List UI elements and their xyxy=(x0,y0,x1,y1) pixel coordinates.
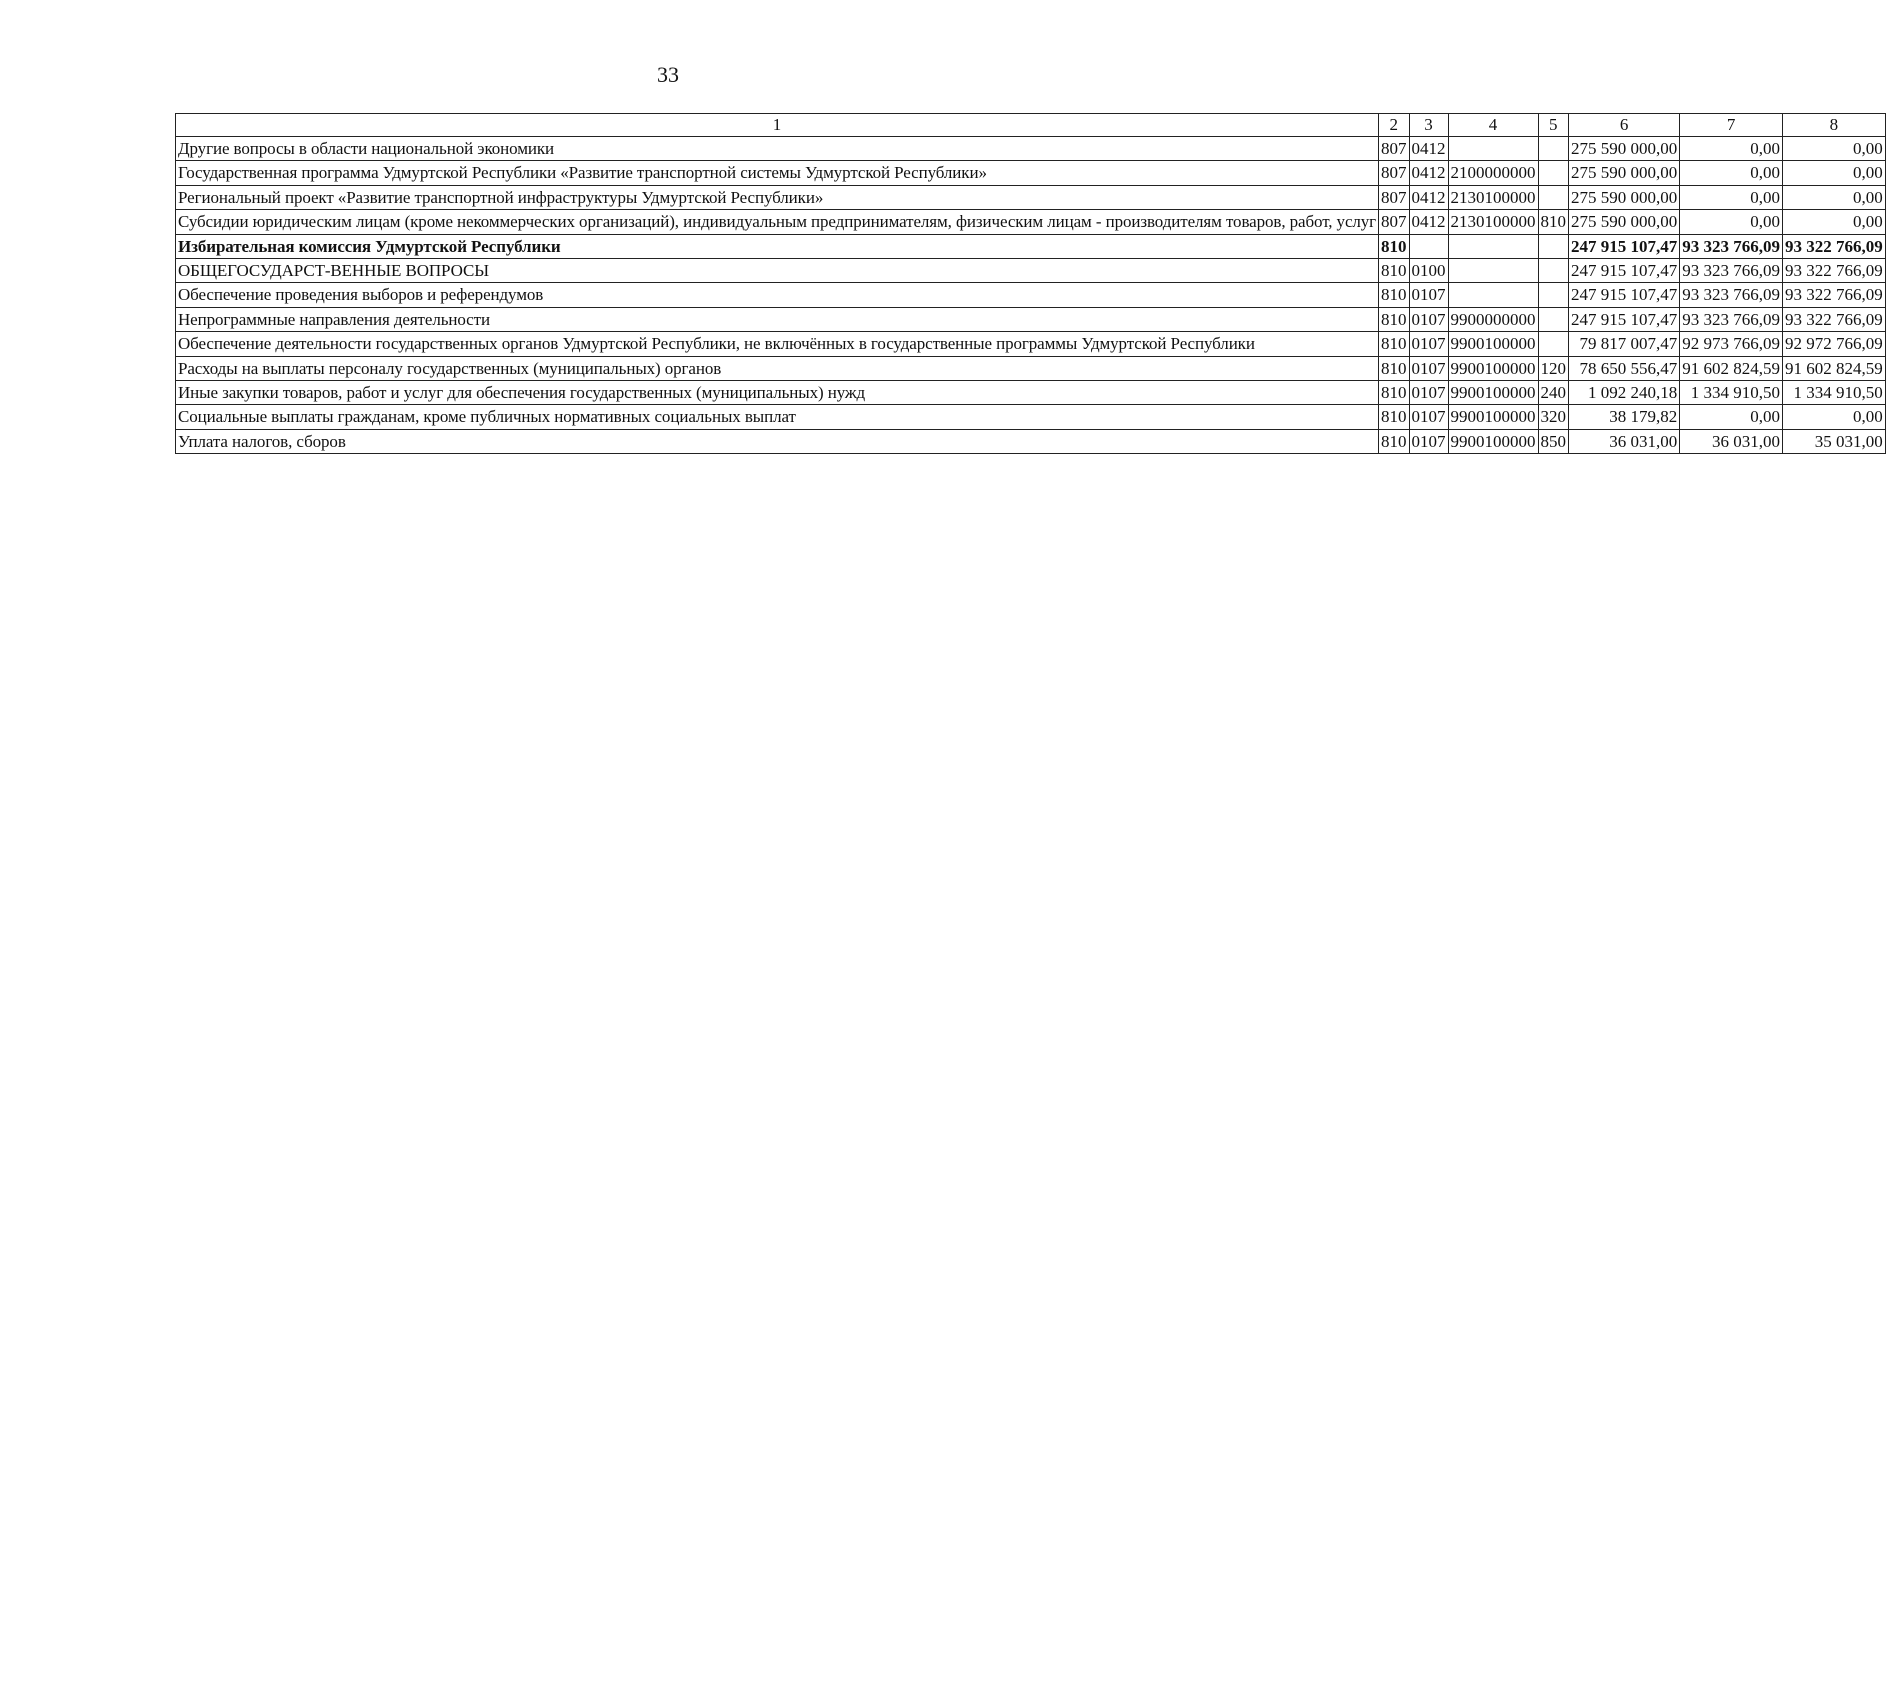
amount-col6-cell: 247 915 107,47 xyxy=(1569,283,1680,307)
target-article-cell: 9900100000 xyxy=(1448,381,1538,405)
amount-col6-cell: 275 590 000,00 xyxy=(1569,210,1680,234)
amount-col7-cell: 0,00 xyxy=(1680,185,1783,209)
row-name-cell: Уплата налогов, сборов xyxy=(176,429,1379,453)
expense-type-cell xyxy=(1538,185,1569,209)
amount-col6-cell: 79 817 007,47 xyxy=(1569,332,1680,356)
column-number-header xyxy=(176,114,1886,137)
expense-type-cell xyxy=(1538,259,1569,283)
target-article-cell: 9900100000 xyxy=(1448,405,1538,429)
amount-col7-cell: 93 323 766,09 xyxy=(1680,234,1783,258)
table-row xyxy=(176,429,1886,453)
section-code-cell: 0412 xyxy=(1409,210,1448,234)
section-code-cell: 0412 xyxy=(1409,185,1448,209)
section-code-cell: 0107 xyxy=(1409,307,1448,331)
table-row xyxy=(176,185,1886,209)
table-row xyxy=(176,405,1886,429)
expense-type-cell xyxy=(1538,283,1569,307)
target-article-cell xyxy=(1448,234,1538,258)
amount-col6-cell: 36 031,00 xyxy=(1569,429,1680,453)
amount-col8-cell: 91 602 824,59 xyxy=(1783,356,1886,380)
column-header: 8 xyxy=(1783,114,1886,137)
amount-col8-cell: 0,00 xyxy=(1783,185,1886,209)
amount-col6-cell: 1 092 240,18 xyxy=(1569,381,1680,405)
target-article-cell: 9900100000 xyxy=(1448,332,1538,356)
amount-col7-cell: 36 031,00 xyxy=(1680,429,1783,453)
section-code-cell: 0100 xyxy=(1409,259,1448,283)
amount-col6-cell: 78 650 556,47 xyxy=(1569,356,1680,380)
table-row xyxy=(176,210,1886,234)
amount-col8-cell: 93 322 766,09 xyxy=(1783,283,1886,307)
ministry-code-cell: 810 xyxy=(1379,381,1410,405)
section-code-cell: 0412 xyxy=(1409,137,1448,161)
amount-col7-cell: 0,00 xyxy=(1680,405,1783,429)
amount-col7-cell: 92 973 766,09 xyxy=(1680,332,1783,356)
section-code-cell xyxy=(1409,234,1448,258)
table-body xyxy=(176,137,1886,454)
table-row xyxy=(176,234,1886,258)
row-name-cell: Субсидии юридическим лицам (кроме некоммерческих организаций), индивидуальным предпринимателям, физическим лицам - производителям товаров, работ, услуг xyxy=(176,210,1379,234)
expense-type-cell xyxy=(1538,234,1569,258)
ministry-code-cell: 810 xyxy=(1379,283,1410,307)
table-row xyxy=(176,307,1886,331)
amount-col6-cell: 247 915 107,47 xyxy=(1569,307,1680,331)
column-header: 3 xyxy=(1409,114,1448,137)
amount-col6-cell: 247 915 107,47 xyxy=(1569,234,1680,258)
ministry-code-cell: 810 xyxy=(1379,259,1410,283)
target-article-cell: 2130100000 xyxy=(1448,185,1538,209)
amount-col7-cell: 0,00 xyxy=(1680,210,1783,234)
expense-type-cell xyxy=(1538,137,1569,161)
amount-col8-cell: 35 031,00 xyxy=(1783,429,1886,453)
table-row xyxy=(176,161,1886,185)
expense-type-cell xyxy=(1538,307,1569,331)
ministry-code-cell: 810 xyxy=(1379,234,1410,258)
target-article-cell: 9900100000 xyxy=(1448,429,1538,453)
table-row xyxy=(176,332,1886,356)
row-name-cell: Обеспечение деятельности государственных органов Удмуртской Республики, не включённых в государственные программы Удмуртской Республики xyxy=(176,332,1379,356)
page-number: 33 xyxy=(657,62,679,87)
ministry-code-cell: 810 xyxy=(1379,307,1410,331)
section-code-cell: 0107 xyxy=(1409,381,1448,405)
amount-col6-cell: 247 915 107,47 xyxy=(1569,259,1680,283)
amount-col8-cell: 93 322 766,09 xyxy=(1783,234,1886,258)
amount-col8-cell: 0,00 xyxy=(1783,405,1886,429)
amount-col6-cell: 275 590 000,00 xyxy=(1569,185,1680,209)
column-header: 1 xyxy=(176,114,1379,137)
row-name-cell: Социальные выплаты гражданам, кроме публичных нормативных социальных выплат xyxy=(176,405,1379,429)
table-row xyxy=(176,137,1886,161)
amount-col7-cell: 0,00 xyxy=(1680,161,1783,185)
column-header: 4 xyxy=(1448,114,1538,137)
amount-col7-cell: 93 323 766,09 xyxy=(1680,259,1783,283)
expense-type-cell: 810 xyxy=(1538,210,1569,234)
target-article-cell: 2100000000 xyxy=(1448,161,1538,185)
row-name-cell: Обеспечение проведения выборов и референдумов xyxy=(176,283,1379,307)
target-article-cell xyxy=(1448,283,1538,307)
amount-col7-cell: 93 323 766,09 xyxy=(1680,307,1783,331)
column-header: 7 xyxy=(1680,114,1783,137)
amount-col8-cell: 93 322 766,09 xyxy=(1783,307,1886,331)
section-code-cell: 0107 xyxy=(1409,332,1448,356)
target-article-cell xyxy=(1448,259,1538,283)
section-code-cell: 0107 xyxy=(1409,356,1448,380)
expense-type-cell: 120 xyxy=(1538,356,1569,380)
table-row xyxy=(176,283,1886,307)
amount-col6-cell: 275 590 000,00 xyxy=(1569,137,1680,161)
section-code-cell: 0107 xyxy=(1409,283,1448,307)
target-article-cell: 9900100000 xyxy=(1448,356,1538,380)
amount-col6-cell: 275 590 000,00 xyxy=(1569,161,1680,185)
row-name-cell: ОБЩЕГОСУДАРСТ-ВЕННЫЕ ВОПРОСЫ xyxy=(176,259,1379,283)
ministry-code-cell: 810 xyxy=(1379,332,1410,356)
row-name-cell: Региональный проект «Развитие транспортной инфраструктуры Удмуртской Республики» xyxy=(176,185,1379,209)
expense-type-cell: 320 xyxy=(1538,405,1569,429)
ministry-code-cell: 810 xyxy=(1379,429,1410,453)
row-name-cell: Избирательная комиссия Удмуртской Республики xyxy=(176,234,1379,258)
amount-col8-cell: 1 334 910,50 xyxy=(1783,381,1886,405)
row-name-cell: Расходы на выплаты персоналу государственных (муниципальных) органов xyxy=(176,356,1379,380)
ministry-code-cell: 807 xyxy=(1379,161,1410,185)
budget-table xyxy=(175,113,1886,454)
row-name-cell: Иные закупки товаров, работ и услуг для обеспечения государственных (муниципальных) нужд xyxy=(176,381,1379,405)
section-code-cell: 0107 xyxy=(1409,405,1448,429)
amount-col8-cell: 0,00 xyxy=(1783,137,1886,161)
row-name-cell: Государственная программа Удмуртской Республики «Развитие транспортной системы Удмуртской Республики» xyxy=(176,161,1379,185)
amount-col6-cell: 38 179,82 xyxy=(1569,405,1680,429)
ministry-code-cell: 807 xyxy=(1379,137,1410,161)
amount-col8-cell: 0,00 xyxy=(1783,210,1886,234)
amount-col7-cell: 0,00 xyxy=(1680,137,1783,161)
ministry-code-cell: 810 xyxy=(1379,405,1410,429)
amount-col8-cell: 0,00 xyxy=(1783,161,1886,185)
expense-type-cell: 240 xyxy=(1538,381,1569,405)
ministry-code-cell: 807 xyxy=(1379,185,1410,209)
section-code-cell: 0412 xyxy=(1409,161,1448,185)
section-code-cell: 0107 xyxy=(1409,429,1448,453)
amount-col8-cell: 92 972 766,09 xyxy=(1783,332,1886,356)
row-name-cell: Другие вопросы в области национальной экономики xyxy=(176,137,1379,161)
row-name-cell: Непрограммные направления деятельности xyxy=(176,307,1379,331)
table-row xyxy=(176,356,1886,380)
ministry-code-cell: 810 xyxy=(1379,356,1410,380)
column-header: 5 xyxy=(1538,114,1569,137)
target-article-cell: 2130100000 xyxy=(1448,210,1538,234)
amount-col7-cell: 91 602 824,59 xyxy=(1680,356,1783,380)
column-header: 6 xyxy=(1569,114,1680,137)
amount-col7-cell: 93 323 766,09 xyxy=(1680,283,1783,307)
expense-type-cell xyxy=(1538,161,1569,185)
table-row xyxy=(176,259,1886,283)
expense-type-cell xyxy=(1538,332,1569,356)
ministry-code-cell: 807 xyxy=(1379,210,1410,234)
expense-type-cell: 850 xyxy=(1538,429,1569,453)
target-article-cell xyxy=(1448,137,1538,161)
column-header: 2 xyxy=(1379,114,1410,137)
table-row xyxy=(176,381,1886,405)
amount-col7-cell: 1 334 910,50 xyxy=(1680,381,1783,405)
target-article-cell: 9900000000 xyxy=(1448,307,1538,331)
amount-col8-cell: 93 322 766,09 xyxy=(1783,259,1886,283)
